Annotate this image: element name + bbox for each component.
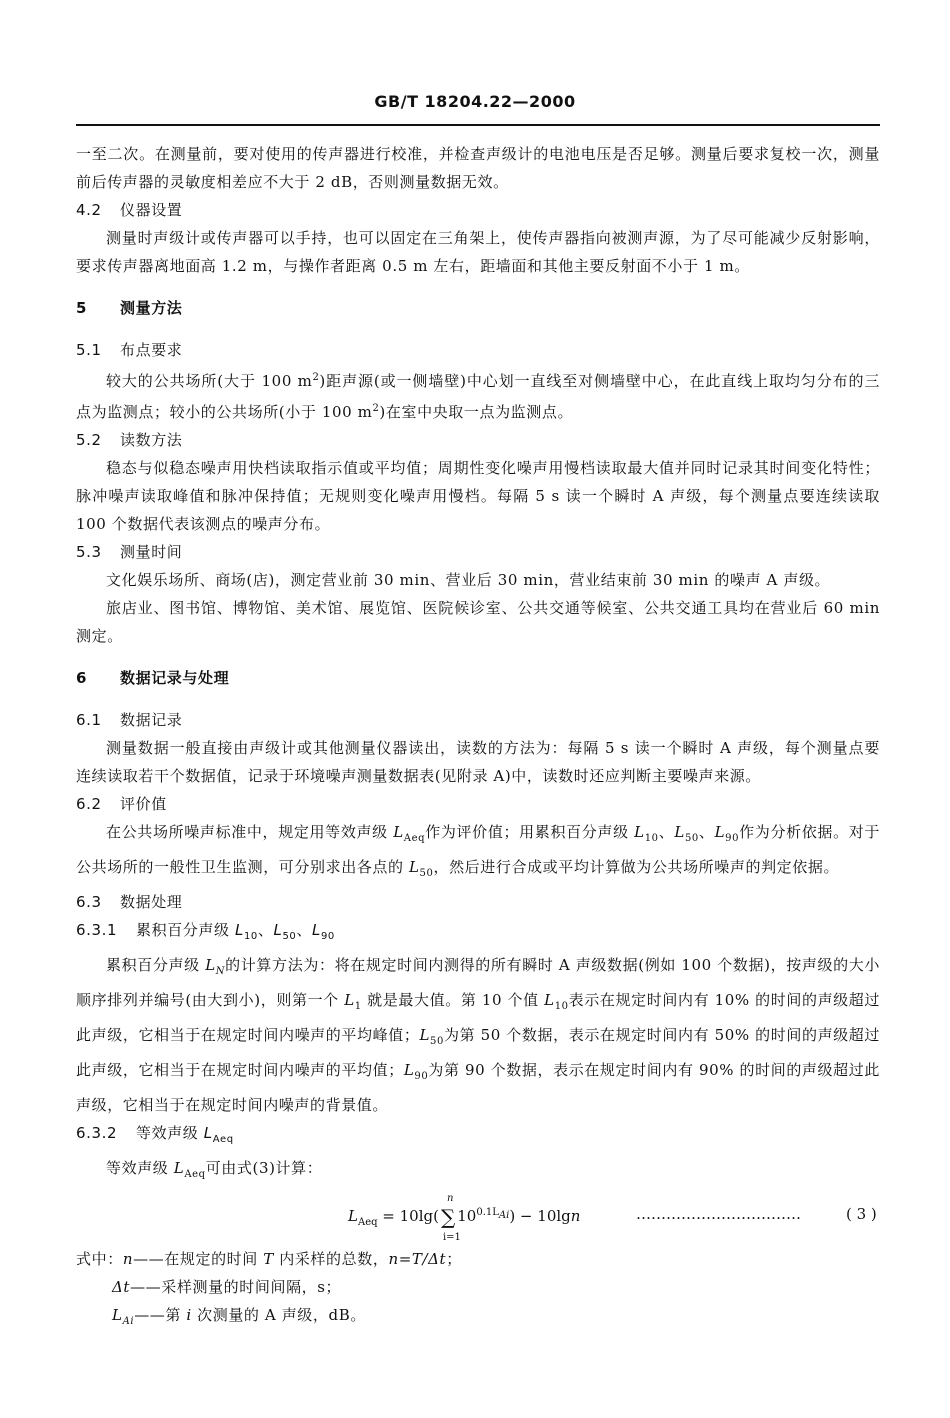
symbol-L: L (714, 823, 726, 841)
section-number: 6 (76, 669, 88, 687)
symbol-L: L (393, 823, 404, 841)
subscript: 50 (282, 931, 297, 942)
equation-base: 10 (457, 1207, 477, 1225)
paragraph-6-3-1 (76, 951, 880, 1119)
text-run: 次测量的 A 声级，dB。 (191, 1306, 366, 1324)
section-title: 数据记录与处理 (120, 669, 230, 687)
text-run: ； (446, 1250, 462, 1268)
text-run: )在室中央取一点为监测点。 (379, 403, 574, 421)
separator: 、 (257, 921, 274, 939)
symbol-L: L (312, 921, 321, 939)
symbol-L: L (348, 1207, 358, 1225)
text-run: 就是最大值。第 10 个值 (361, 991, 545, 1009)
separator: 、 (296, 921, 312, 939)
section-6-3-1-heading (76, 916, 880, 951)
text-run: 累积百分声级 (106, 956, 206, 974)
section-title: 读数方法 (120, 431, 183, 449)
paragraph-5-1 (76, 364, 880, 426)
sum-upper-limit: n (446, 1193, 454, 1204)
text-run: )距声源(或一侧墙壁)中心划一直线至对侧墙壁中心，在此直线上取均匀分布的三点为监测点；较小的公共场所(小于 100 m (76, 372, 880, 421)
section-title: 测量方法 (120, 299, 183, 317)
text-run: 等效声级 (106, 1159, 174, 1177)
sum-lower-limit: i=1 (442, 1232, 461, 1243)
paragraph-5-2: 稳态与似稳态噪声用快档读取指示值或平均值；周期性变化噪声用慢档读取最大值并同时记录其时间变化特性；脉冲噪声读取峰值和脉冲保持值；无规则变化噪声用慢档。每隔 5 s 读一个瞬时 A 声级，每个测量点要连续读取 100 个数据代表该测点的噪声分布。 (76, 459, 880, 533)
symbol-n: n (570, 1207, 581, 1225)
section-number: 6.2 (76, 795, 102, 813)
text-run: 可由式(3)计算： (205, 1159, 323, 1177)
subscript: 1 (354, 1001, 362, 1012)
section-5-2-heading (76, 426, 880, 454)
separator: 、 (658, 823, 675, 841)
text-run: ——第 (134, 1306, 187, 1324)
symbol-L: L (173, 1159, 185, 1177)
section-title: 等效声级 (136, 1124, 204, 1142)
subscript: Aeq (212, 1134, 234, 1145)
separator: 、 (698, 823, 715, 841)
paragraph-4-2: 测量时声级计或传声器可以手持，也可以固定在三角架上，使传声器指向被测声源，为了尽可能减少反射影响，要求传声器离地面高 1.2 m，与操作者距离 0.5 m 左右，距墙面和其他主要反射面不小于 1 m。 (76, 229, 880, 275)
symbol-T: T (263, 1250, 274, 1268)
section-number: 5.3 (76, 543, 102, 561)
subscript: Ai (122, 1316, 135, 1327)
paragraph-4-1-continued: 一至二次。在测量前，要对使用的传声器进行校准，并检查声级计的电池电压是否足够。测量后要求复校一次，测量前后传声器的灵敏度相差应不大于 2 dB，否则测量数据无效。 (76, 145, 880, 191)
section-6-heading (76, 664, 880, 692)
subscript: N (215, 966, 226, 977)
text-run: ——在规定的时间 (133, 1250, 264, 1268)
header-rule (76, 124, 880, 126)
exponent-subscript: Ai (498, 1210, 510, 1221)
section-5-1-heading (76, 336, 880, 364)
symbol-L: L (674, 823, 685, 841)
text-run: 为第 50 个数据，表示在规定时间内有 50% 的时间的声级超过此声级，它相当于在规定时间内噪声的平均值； (76, 1026, 881, 1079)
text-run: 作为评价值；用累积百分声级 (425, 823, 635, 841)
paragraph-6-1: 测量数据一般直接由声级计或其他测量仪器读出，读数的方法为：每隔 5 s 读一个瞬时 A 声级，每个测量点要连续读取若干个数据值，记录于环境噪声测量数据表(见附录 A)中，读数时还应判断主要噪声来源。 (76, 739, 880, 785)
section-title: 仪器设置 (120, 201, 183, 219)
where-line-n (76, 1245, 880, 1273)
subscript: 50 (419, 868, 434, 879)
symbol-i: i (186, 1306, 192, 1324)
section-4-2-heading (76, 196, 880, 224)
text-run: 在公共场所噪声标准中，规定用等效声级 (106, 823, 394, 841)
section-title: 累积百分声级 (136, 921, 235, 939)
text-run: 内采样的总数， (273, 1250, 389, 1268)
symbol-L: L (112, 1306, 123, 1324)
section-number: 6.3.1 (76, 921, 118, 939)
section-5-3-heading (76, 538, 880, 566)
section-number: 5.2 (76, 431, 102, 449)
equation-inline: n=T/Δt (388, 1250, 447, 1268)
subscript: Aeq (184, 1169, 206, 1180)
section-number: 5 (76, 299, 88, 317)
section-6-2-heading (76, 790, 880, 818)
section-title: 数据处理 (120, 893, 183, 911)
subscript: Aeq (403, 833, 426, 844)
symbol-L: L (403, 1061, 415, 1079)
symbol-L: L (234, 921, 244, 939)
equation-text: ) − 10lg (509, 1207, 571, 1225)
symbol-n: n (122, 1250, 134, 1268)
symbol-L: L (203, 1124, 213, 1142)
superscript: 2 (372, 403, 380, 414)
subscript: 10 (644, 833, 659, 844)
symbol-delta-t: Δt (112, 1278, 131, 1296)
page-content (76, 140, 880, 1336)
text-run: ——采样测量的时间间隔，s； (130, 1278, 342, 1296)
section-6-3-2-heading (76, 1119, 880, 1154)
section-number: 4.2 (76, 201, 102, 219)
paragraph-6-3-2 (76, 1154, 880, 1189)
symbol-L: L (634, 823, 645, 841)
section-6-3-heading (76, 888, 880, 916)
symbol-L: L (344, 991, 355, 1009)
symbol-L: L (419, 1026, 431, 1044)
paragraph-6-2 (76, 818, 880, 888)
subscript: 50 (684, 833, 699, 844)
equation-3 (76, 1195, 880, 1241)
equation-number: ( 3 ) (846, 1205, 877, 1223)
subscript: Aeq (357, 1217, 378, 1228)
text-run: 表示在规定时间内有 10% 的时间的声级超过此声级，它相当于在规定时间内噪声的平均峰值； (76, 991, 881, 1044)
subscript: 90 (725, 833, 740, 844)
section-number: 6.3.2 (76, 1124, 118, 1142)
where-line-lai (76, 1301, 880, 1336)
section-number: 5.1 (76, 341, 102, 359)
where-label: 式中： (76, 1250, 123, 1268)
text-run: ，然后进行合成或平均计算做为公共场所噪声的判定依据。 (433, 858, 840, 876)
where-line-dt (76, 1273, 880, 1301)
symbol-L: L (408, 858, 420, 876)
section-6-1-heading (76, 706, 880, 734)
text-run: 为第 90 个数据，表示在规定时间内有 90% 的时间的声级超过此声级，它相当于在规定时间内噪声的背景值。 (76, 1061, 880, 1114)
section-title: 测量时间 (120, 543, 183, 561)
equation-body (348, 1193, 581, 1243)
text-run: 较大的公共场所(大于 100 m (106, 372, 313, 390)
paragraph-5-3-b: 旅店业、图书馆、博物馆、美术馆、展览馆、医院候诊室、公共交通等候室、公共交通工具均在营业后 60 min 测定。 (76, 599, 880, 645)
section-number: 6.3 (76, 893, 102, 911)
symbol-L: L (273, 921, 283, 939)
section-5-heading (76, 294, 880, 322)
symbol-L: L (544, 991, 555, 1009)
paragraph-5-3-a: 文化娱乐场所、商场(店)，测定营业前 30 min、营业后 30 min，营业结束前 30 min 的噪声 A 声级。 (106, 571, 831, 589)
text-run: 作为分析依据。对于公共场所的一般性卫生监测，可分别求出各点的 (76, 823, 880, 876)
symbol-L: L (205, 956, 216, 974)
subscript: 10 (243, 931, 258, 942)
subscript: 50 (430, 1036, 444, 1047)
section-title: 评价值 (120, 795, 167, 813)
superscript: 2 (312, 372, 320, 383)
subscript: 90 (414, 1071, 429, 1082)
summation-symbol: ∑ n i=1 (440, 1193, 461, 1243)
equation-text: = 10lg( (377, 1207, 439, 1225)
subscript: 10 (554, 1001, 569, 1012)
section-number: 6.1 (76, 711, 102, 729)
text-run: 的计算方法为：将在规定时间内测得的所有瞬时 A 声级数据(例如 100 个数据)，按声级的大小顺序排列并编号(由大到小)，则第一个 (76, 956, 880, 1009)
section-title: 数据记录 (120, 711, 183, 729)
subscript: 90 (320, 931, 335, 942)
standard-number: GB/T 18204.22—2000 (374, 92, 576, 111)
exponent: 0.1L (476, 1207, 499, 1218)
leader-dots: …………………………… (636, 1205, 801, 1223)
section-title: 布点要求 (120, 341, 183, 359)
